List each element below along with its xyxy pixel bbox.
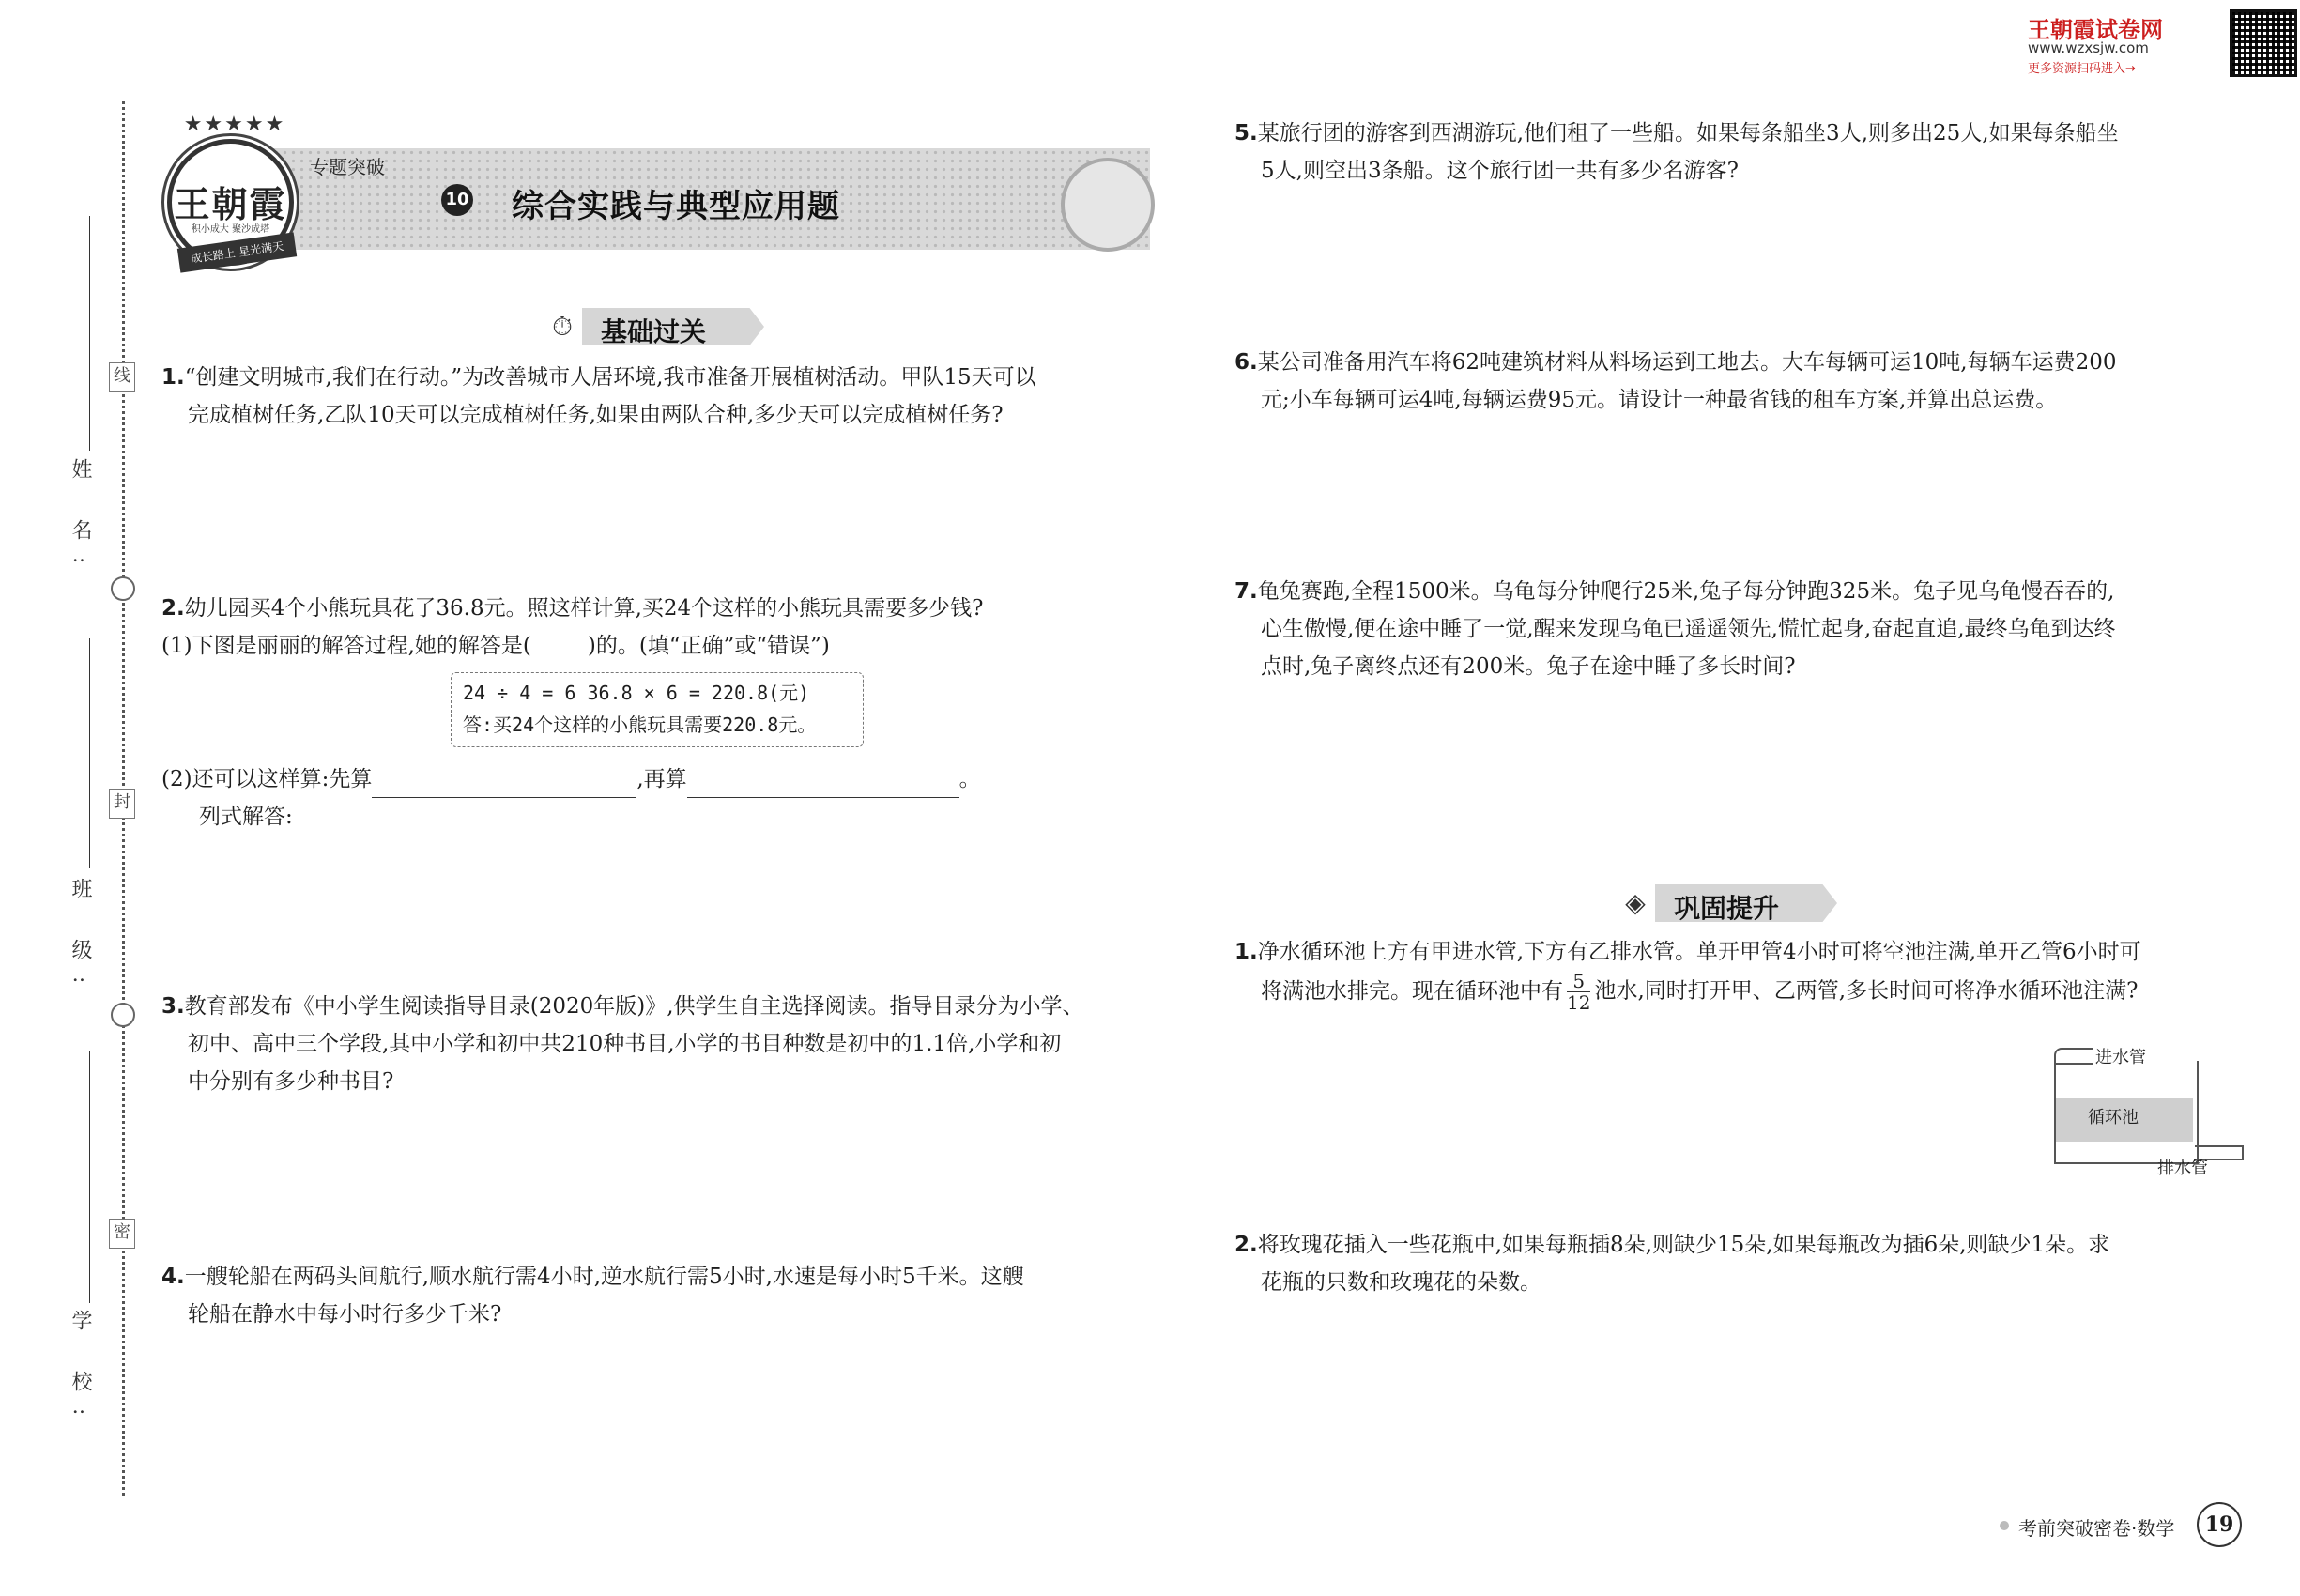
school-field-line[interactable]	[89, 1051, 90, 1303]
chapter-title: 综合实践与典型应用题	[512, 188, 840, 225]
question-line: 完成植树任务,乙队10天可以完成植树任务,如果由两队合种,多少天可以完成植树任务?	[188, 403, 1004, 427]
seal-subtitle: 积小成大 聚沙成塔	[191, 224, 270, 235]
brand-url: www.wzxsjw.com	[2028, 39, 2149, 56]
question-line: 龟兔赛跑,全程1500米。乌龟每分钟爬行25米,兔子每分钟跑325米。兔子见乌龟慢吞吞的,	[1257, 579, 2115, 604]
star-crown-icon: ★★★★★	[183, 113, 286, 136]
question-5	[1234, 115, 2239, 190]
question-part-2: 。	[958, 767, 981, 791]
binding-hole-icon	[111, 576, 135, 601]
binding-char-mi: 密	[109, 1219, 135, 1249]
question-basic-3	[161, 988, 1157, 1100]
section-advanced	[1619, 884, 1837, 922]
question-advanced-1	[1234, 933, 2239, 1013]
stopwatch-icon: ⏱	[552, 311, 573, 342]
class-field-line[interactable]	[89, 638, 90, 868]
question-line: 将玫瑰花插入一些花瓶中,如果每瓶插8朵,则缺少15朵,如果每瓶改为插6朵,则缺少1朵。求	[1257, 1233, 2110, 1257]
binding-hole-icon	[111, 1003, 135, 1027]
pool-label: 循环池	[2088, 1108, 2139, 1128]
question-part-2: (2)还可以这样算:先算	[161, 767, 373, 791]
outlet-label: 排水管	[2157, 1159, 2208, 1178]
footer-dot-icon	[2000, 1521, 2009, 1530]
name-field-label: 姓 名:	[69, 458, 92, 581]
stopwatch-icon	[1061, 158, 1155, 252]
question-number: 2.	[1234, 1233, 1258, 1257]
question-6	[1234, 344, 2239, 419]
question-part-2: ,再算	[636, 767, 687, 791]
chapter-number: 10	[441, 184, 473, 216]
question-number: 1.	[161, 365, 185, 390]
binding-char-xian: 线	[109, 362, 135, 392]
class-field-label: 班 级:	[69, 878, 92, 1001]
question-line: 心生傲慢,便在途中睡了一觉,醒来发现乌龟已遥遥领先,慌忙起身,奋起直追,最终乌龟到达终	[1261, 617, 2116, 641]
question-number: 5.	[1234, 121, 1258, 146]
diamond-compass-icon: ◈	[1625, 887, 1646, 918]
question-basic-2	[161, 590, 1157, 665]
footer-title: 考前突破密卷·数学	[2018, 1517, 2175, 1540]
question-number: 6.	[1234, 350, 1258, 375]
question-line: 元;小车每辆可运4吨,每辆运费95元。请设计一种最省钱的租车方案,并算出总运费。	[1261, 388, 2058, 412]
question-line: 将满池水排完。现在循环池中有	[1261, 978, 1563, 1004]
question-part-1-end: )的。(填“正确”或“错误”)	[587, 634, 830, 658]
work-area-label: 列式解答:	[199, 805, 293, 829]
question-line: 一艘轮船在两码头间航行,顺水航行需4小时,逆水航行需5小时,水速是每小时5千米。这艘	[184, 1265, 1024, 1289]
seal-text: 王朝霞	[174, 183, 287, 225]
page-number: 19	[2197, 1502, 2242, 1547]
school-field-label: 学 校:	[69, 1310, 92, 1433]
answer-blank[interactable]	[372, 771, 636, 798]
brand-name: 王朝霞试卷网	[2028, 17, 2163, 43]
question-line: 点时,兔子离终点还有200米。兔子在途中睡了多长时间?	[1261, 654, 1796, 679]
question-line: 初中、高中三个学段,其中小学和初中共210种书目,小学的书目种数是初中的1.1倍,小学和初	[188, 1032, 1062, 1056]
question-line: 某公司准备用汽车将62吨建筑材料从料场运到工地去。大车每辆可运10吨,每辆车运费200	[1257, 350, 2117, 375]
question-basic-4	[161, 1258, 1157, 1333]
question-number: 7.	[1234, 579, 1258, 604]
question-line: 中分别有多少种书目?	[188, 1069, 394, 1094]
question-line: 轮船在静水中每小时行多少千米?	[188, 1302, 502, 1327]
name-field-line[interactable]	[89, 216, 90, 451]
brand-tagline: 更多资源扫码进入→	[2028, 62, 2136, 76]
question-part-1: (1)下图是丽丽的解答过程,她的解答是(	[161, 634, 531, 658]
question-line: 5人,则空出3条船。这个旅行团一共有多少名游客?	[1261, 159, 1739, 183]
question-advanced-2	[1234, 1226, 2239, 1301]
topic-tag: 专题突破	[310, 156, 385, 178]
question-basic-2-part2	[161, 760, 1157, 836]
section-advanced-title: 巩固提升	[1674, 893, 1780, 924]
question-number: 4.	[161, 1265, 185, 1289]
question-line: 幼儿园买4个小熊玩具花了36.8元。照这样计算,买24个这样的小熊玩具需要多少钱?	[184, 596, 984, 621]
question-7	[1234, 573, 2239, 685]
seal-ribbon: 成长路上 星光满天	[177, 232, 297, 272]
question-line: 某旅行团的游客到西湖游玩,他们租了一些船。如果每条船坐3人,则多出25人,如果每条船坐	[1257, 121, 2119, 146]
fraction-denominator: 12	[1567, 991, 1591, 1014]
question-number: 1.	[1234, 940, 1258, 964]
question-line: “创建文明城市,我们在行动。”为改善城市人居环境,我市准备开展植树活动。甲队15天可以	[184, 365, 1036, 390]
fraction-numerator: 5	[1567, 971, 1590, 992]
fraction	[1567, 971, 1590, 1013]
sample-solution-box	[451, 672, 864, 747]
question-number: 3.	[161, 994, 185, 1019]
section-basic	[546, 308, 764, 345]
binding-char-feng: 封	[109, 789, 135, 819]
question-line: 净水循环池上方有甲进水管,下方有乙排水管。单开甲管4小时可将空池注满,单开乙管6小时可	[1257, 940, 2141, 964]
question-line: 池水,同时打开甲、乙两管,多长时间可将净水循环池注满?	[1594, 978, 2139, 1004]
question-basic-1	[161, 359, 1157, 434]
answer-blank[interactable]	[687, 771, 959, 798]
solution-line: 答:买24个这样的小熊玩具需要220.8元。	[463, 714, 817, 736]
question-number: 2.	[161, 596, 185, 621]
inlet-label: 进水管	[2095, 1048, 2146, 1067]
question-line: 教育部发布《中小学生阅读指导目录(2020年版)》,供学生自主选择阅读。指导目录分为小学、	[184, 994, 1084, 1019]
solution-line: 24 ÷ 4 = 6 36.8 × 6 = 220.8(元)	[463, 682, 810, 704]
section-basic-title: 基础过关	[601, 316, 707, 347]
question-line: 花瓶的只数和玫瑰花的朵数。	[1261, 1270, 1541, 1295]
qr-code-icon	[2230, 9, 2297, 77]
